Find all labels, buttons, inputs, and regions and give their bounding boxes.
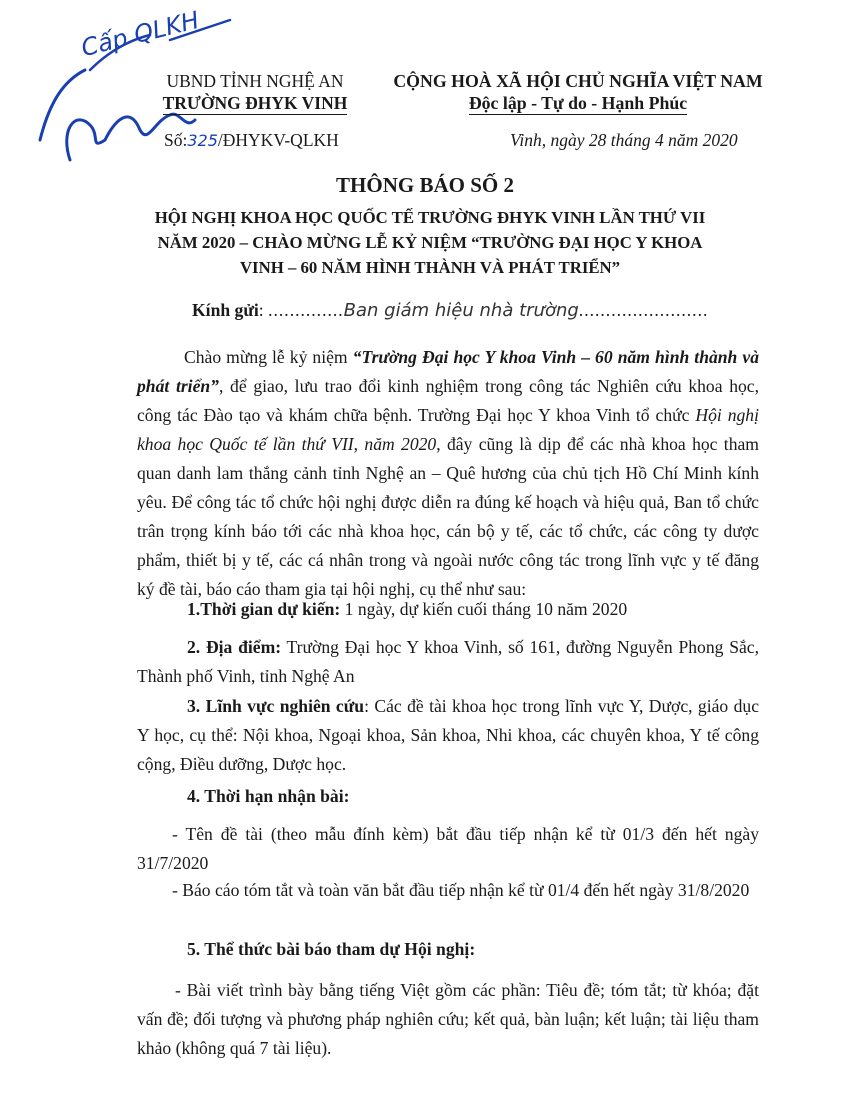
document-date: Vinh, ngày 28 tháng 4 năm 2020 bbox=[510, 130, 738, 150]
issuer-school: TRƯỜNG ĐHYK VINH bbox=[162, 93, 348, 113]
section-2: 2. Địa điểm: Trường Đại học Y khoa Vinh, số 161, đường Nguyễn Phong Sắc, Thành phố Vinh, tỉnh Nghệ An bbox=[137, 637, 759, 686]
intro-paragraph: Chào mừng lễ kỷ niệm “Trường Đại học Y khoa Vinh – 60 năm hình thành và phát triển”, để giao, lưu trao đổi kinh nghiệm trong công tác Nghiên cứu khoa học, công tác Đào tạo và khám chữa bệnh. Trường Đại học Y khoa Vinh tổ chức Hội nghị khoa học Quốc tế lần thứ VII, năm 2020, đây cũng là dịp để các nhà khoa học tham quan danh lam thắng cảnh tỉnh Nghệ an – Quê hương của chủ tịch Hồ Chí Minh kính yêu. Để công tác tổ chức hội nghị được diễn ra đúng kế hoạch và hiệu quả, Ban tổ chức trân trọng kính báo tới các nhà khoa học, cán bộ y tế, các tổ chức, các công ty dược phẩm, thiết bị y tế, các cá nhân trong và ngoài nước công tác trong lĩnh vực y tế đăng ký đề tài, báo cáo tham gia tại hội nghị, cụ thể như sau: bbox=[137, 347, 759, 599]
notice-title: THÔNG BÁO SỐ 2 bbox=[336, 173, 514, 197]
section-4-heading: 4. Thời hạn nhận bài: bbox=[187, 786, 350, 806]
national-header bbox=[378, 70, 778, 114]
section-1-label: 1.Thời gian dự kiến: bbox=[187, 599, 341, 619]
notice-subtitle: HỘI NGHỊ KHOA HỌC QUỐC TẾ TRƯỜNG ĐHYK VINH LẦN THỨ VII NĂM 2020 – CHÀO MỪNG LỄ KỶ NIỆM “TRƯỜNG ĐẠI HỌC Y KHOA VINH – 60 NĂM HÌNH THÀNH VÀ PHÁT TRIỂN” bbox=[154, 208, 706, 277]
section-2-label: 2. Địa điểm: bbox=[187, 637, 282, 657]
national-motto: Độc lập - Tự do - Hạnh Phúc bbox=[468, 93, 688, 113]
recipient-line: Kính gửi: ..............Ban giám hiệu nhà trường........................ bbox=[192, 300, 709, 321]
section-4-item-2: - Báo cáo tóm tắt và toàn văn bắt đầu tiếp nhận kể từ 01/4 đến hết ngày 31/8/2020 bbox=[172, 880, 750, 900]
section-3-label: 3. Lĩnh vực nghiên cứu bbox=[187, 696, 365, 716]
handwritten-note: Cấp QLKH bbox=[78, 5, 202, 63]
section-5-item-1: - Bài viết trình bày bằng tiếng Việt gồm các phần: Tiêu đề; tóm tắt; từ khóa; đặt vấn đề; đối tượng và phương pháp nghiên cứu; kết quả, bàn luận; kết luận; tài liệu tham khảo (không quá 7 tài liệu). bbox=[137, 980, 759, 1058]
handwritten-number: 325 bbox=[187, 131, 218, 150]
section-3: 3. Lĩnh vực nghiên cứu: Các đề tài khoa học trong lĩnh vực Y, Dược, giáo dục Y học, cụ thể: Nội khoa, Ngoại khoa, Sản khoa, Nhi khoa, các chuyên khoa, Y tế công cộng, Điều dưỡng, Dược học. bbox=[137, 696, 759, 774]
national-title: CỘNG HOÀ XÃ HỘI CHỦ NGHĨA VIỆT NAM bbox=[393, 71, 763, 91]
section-1: 1.Thời gian dự kiến: 1 ngày, dự kiến cuối tháng 10 năm 2020 bbox=[187, 599, 628, 619]
issuer-province: UBND TỈNH NGHỆ AN bbox=[166, 71, 344, 91]
recipient-label: Kính gửi bbox=[192, 300, 259, 320]
issuer-block bbox=[150, 70, 360, 114]
section-5-heading: 5. Thể thức bài báo tham dự Hội nghị: bbox=[187, 939, 476, 959]
recipient-handwritten: Ban giám hiệu nhà trường bbox=[343, 300, 579, 321]
document-number: Số:325/ĐHYKV-QLKH bbox=[164, 130, 339, 150]
section-4-item-1: - Tên đề tài (theo mẫu đính kèm) bắt đầu tiếp nhận kể từ 01/3 đến hết ngày 31/7/2020 bbox=[137, 824, 759, 873]
